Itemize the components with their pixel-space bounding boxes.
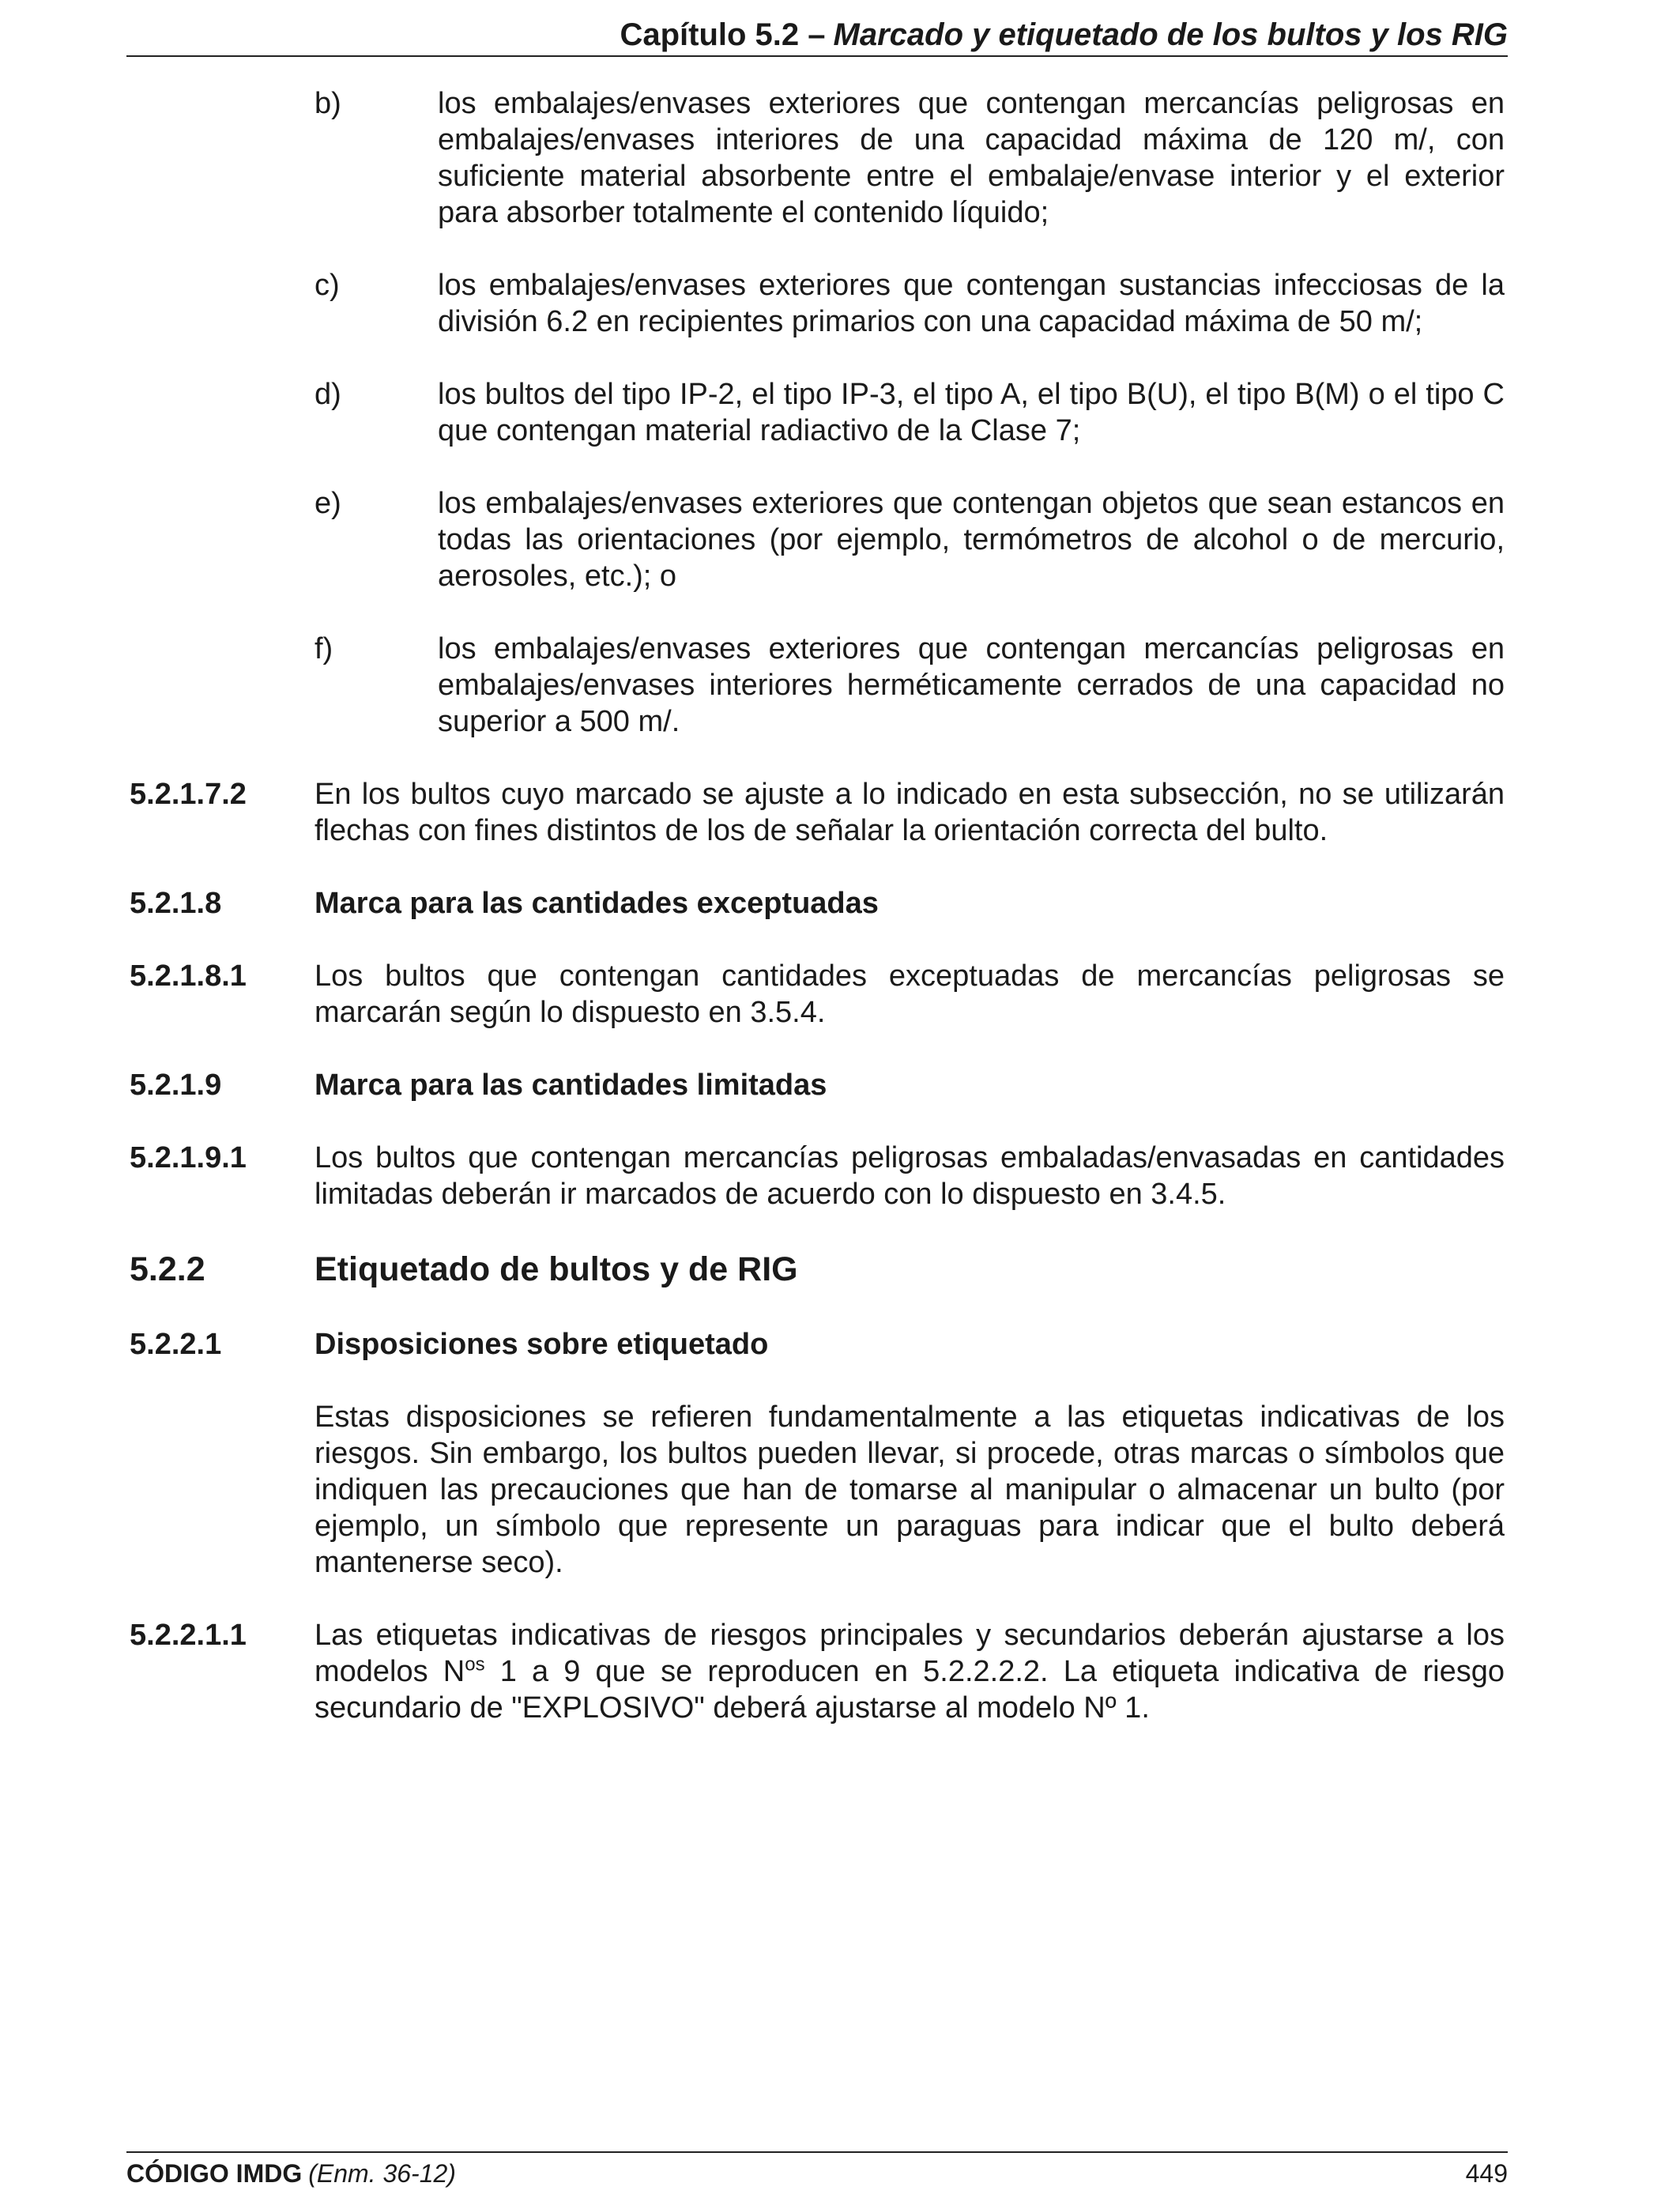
section-number: 5.2.1.8.1 bbox=[130, 959, 247, 993]
page-content bbox=[130, 85, 1505, 1762]
list-item-f bbox=[315, 631, 1505, 740]
list-item-label: c) bbox=[315, 269, 340, 302]
paragraph-text-b: 1 a 9 que se reproducen en 5.2.2.2.2. La etiqueta indicativa de riesgo secundario de "EXPLOSIVO" deberá ajustarse al modelo Nº 1. bbox=[315, 1655, 1505, 1725]
chapter-number: Capítulo 5.2 – bbox=[620, 17, 826, 52]
section-number: 5.2.2.1 bbox=[130, 1328, 222, 1361]
running-header bbox=[126, 14, 1508, 57]
section-number: 5.2.1.9 bbox=[130, 1069, 222, 1102]
footer-code: CÓDIGO IMDG bbox=[126, 2159, 303, 2188]
list-item-text: los embalajes/envases exteriores que contengan mercancías peligrosas en embalajes/envases interiores herméticamente cerrados de una capacidad no superior a 500 m/. bbox=[438, 632, 1505, 738]
page-number: 449 bbox=[1465, 2159, 1508, 2188]
footer-publication bbox=[126, 2159, 456, 2188]
superscript: os bbox=[465, 1653, 485, 1676]
paragraph-text: Los bultos que contengan cantidades exceptuadas de mercancías peligrosas se marcarán según lo dispuesto en 3.5.4. bbox=[315, 959, 1505, 1029]
footer-edition: (Enm. 36-12) bbox=[308, 2159, 456, 2188]
section-heading-5-2-1-8 bbox=[130, 885, 1505, 922]
running-footer bbox=[126, 2151, 1508, 2188]
section-title: Marca para las cantidades limitadas bbox=[315, 1069, 827, 1102]
list-item-label: d) bbox=[315, 378, 341, 411]
section-number: 5.2.2 bbox=[130, 1250, 205, 1288]
chapter-title: Marcado y etiquetado de los bultos y los RIG bbox=[833, 17, 1508, 52]
list-item-label: b) bbox=[315, 87, 341, 120]
list-item-text: los bultos del tipo IP-2, el tipo IP-3, el tipo A, el tipo B(U), el tipo B(M) o el tipo C que contengan material radiactivo de la Clase 7; bbox=[438, 378, 1505, 447]
paragraph-5-2-2-1-1 bbox=[130, 1617, 1505, 1726]
list-item-b bbox=[315, 85, 1505, 231]
paragraph-5-2-1-7-2 bbox=[130, 776, 1505, 849]
section-number: 5.2.1.9.1 bbox=[130, 1141, 247, 1174]
list-item-label: e) bbox=[315, 487, 341, 520]
section-heading-5-2-2-1 bbox=[130, 1326, 1505, 1363]
section-number: 5.2.1.7.2 bbox=[130, 778, 247, 811]
section-title: Marca para las cantidades exceptuadas bbox=[315, 887, 879, 920]
section-heading-5-2-1-9 bbox=[130, 1067, 1505, 1103]
list-item-e bbox=[315, 485, 1505, 594]
list-item-text: los embalajes/envases exteriores que contengan objetos que sean estancos en todas las orientaciones (por ejemplo, termómetros de alcohol o de mercurio, aerosoles, etc.); o bbox=[438, 487, 1505, 593]
paragraph-text: Estas disposiciones se refieren fundamentalmente a las etiquetas indicativas de los riesgos. Sin embargo, los bultos pueden llevar, si procede, otras marcas o símbolos que indiquen las precauciones que han de tomarse al manipular o almacenar un bulto (por ejemplo, un símbolo que represente un paraguas para indicar que el bulto deberá mantenerse seco). bbox=[315, 1400, 1505, 1579]
section-title: Etiquetado de bultos y de RIG bbox=[315, 1250, 798, 1288]
section-number: 5.2.1.8 bbox=[130, 887, 222, 920]
section-heading-5-2-2 bbox=[130, 1249, 1505, 1290]
paragraph-text: En los bultos cuyo marcado se ajuste a lo indicado en esta subsección, no se utilizarán flechas con fines distintos de los de señalar la orientación correcta del bulto. bbox=[315, 778, 1505, 847]
paragraph-text bbox=[315, 1617, 1505, 1726]
paragraph-5-2-2-1-intro bbox=[130, 1399, 1505, 1581]
section-title: Disposiciones sobre etiquetado bbox=[315, 1328, 769, 1361]
paragraph-text-a: Las etiquetas indicativas de riesgos principales y secundarios deberán ajustarse a los modelos N bbox=[315, 1619, 1505, 1688]
section-number: 5.2.2.1.1 bbox=[130, 1619, 247, 1652]
list-item-text: los embalajes/envases exteriores que contengan sustancias infecciosas de la división 6.2 en recipientes primarios con una capacidad máxima de 50 m/; bbox=[438, 269, 1505, 338]
list-item-d bbox=[315, 376, 1505, 449]
list-item-label: f) bbox=[315, 632, 333, 665]
paragraph-5-2-1-9-1 bbox=[130, 1140, 1505, 1212]
list-item-c bbox=[315, 267, 1505, 340]
paragraph-text: Los bultos que contengan mercancías peligrosas embaladas/envasadas en cantidades limitadas deberán ir marcados de acuerdo con lo dispuesto en 3.4.5. bbox=[315, 1141, 1505, 1211]
list-item-text: los embalajes/envases exteriores que contengan mercancías peligrosas en embalajes/envases interiores de una capacidad máxima de 120 m/, con suficiente material absorbente entre el embalaje/envase interior y el exterior para absorber totalmente el contenido líquido; bbox=[438, 87, 1505, 229]
paragraph-5-2-1-8-1 bbox=[130, 958, 1505, 1031]
